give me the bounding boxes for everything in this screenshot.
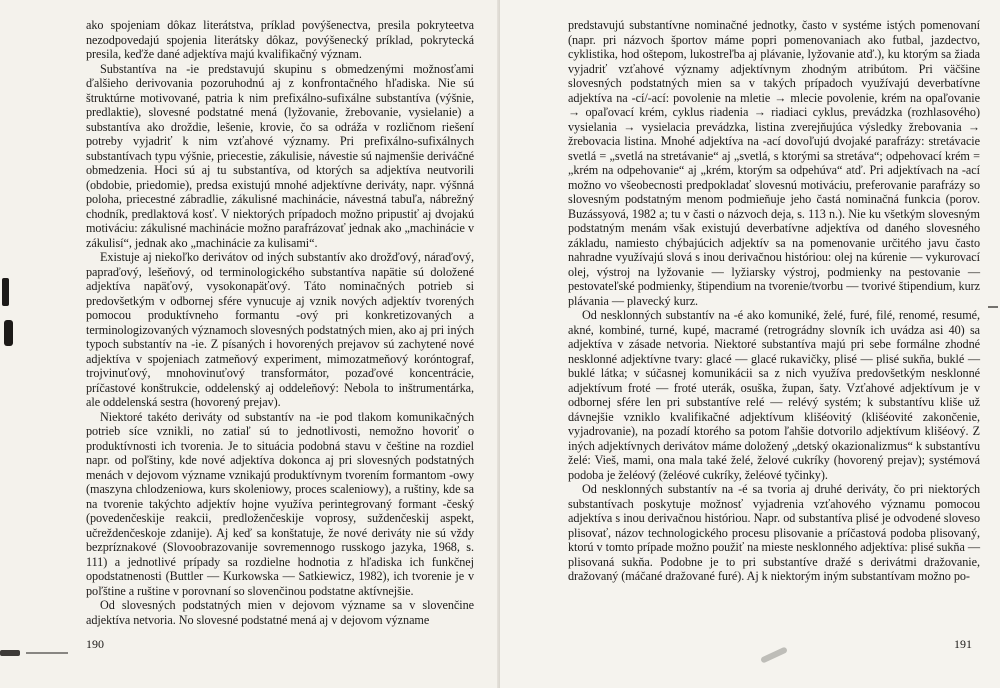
scan-artifact	[988, 306, 998, 308]
scan-artifact	[4, 320, 13, 346]
scan-artifact	[0, 650, 20, 656]
scan-artifact	[2, 278, 9, 306]
right-page-text	[568, 18, 980, 584]
paragraph: predstavujú substantívne nominačné jednotky, často v systéme istých pomenovaní (napr. pri názvoch športov máme popri pomenovaniach ako futbal, jazdectvo, cyklistika, hod oštepom, lukostreľba aj plávanie, lyžovanie atď.), ku ktorým sa žiada vyjadriť vzťahové významy adjektívnym zhodným atribútom. Pri väčšine slovesných podstatných mien sa v takých prípadoch využívajú deverbatívne adjektíva na -cí/-ací: povolenie na mletie → mlecie povolenie, krém na opaľovanie → opaľovací krém, cyklus riadenia → riadiaci cyklus, prevádzka (rozhlasového) vysielania → vysielacia prevádzka, listina zverejňujúca výsledky žrebovania → žrebovacia listina. Mnohé adjektíva na -ací dovoľujú dvojaké parafrázy: stretávacie svetlá = „svetlá na stretávanie“ aj „svetlá, s ktorými sa stretáva“; odpehovací krém = „krém na odpehovanie“ aj „krém, ktorým sa odpehúva“ atď. Pri adjektívach na -ací možno vo všeobecnosti predpokladať slovesnú motiváciu, preferovanie parafrázy so slovesným podstatným menom podmieňuje jeho častá nominačná funkcia (porov. Buzássyová, 1982 a; tu v časti o názvoch deja, s. 113 n.). Nie ku všetkým slovesným podstatným menám však existujú deverbatívne adjektíva od daného slovesného základu, namiesto chýbajúcich adjektív sa na pomenovanie určitého javu často nahradne využívajú slová s inou derivačnou históriou: olej na kúrenie — vykurovací olej, výstroj na lyžovanie — lyžiarsky výstroj, podmienky na pestovanie — pestovateľské podmienky, štipendium na tvorenie/tvorbu — tvorivé štipendium, kurz plávania — plavecký kurz.	[568, 18, 980, 308]
page-number: 190	[86, 637, 104, 651]
paragraph: ako spojeniam dôkaz literátstva, príklad povýšenectva, presila pokryteetva nezodpovedajú spojenia literátsky dôkaz, povýšenecký príklad, pokrytecká presila, keďže dané adjektíva majú kvalifikačný význam.	[86, 18, 474, 61]
paragraph: Existuje aj niekoľko derivátov od iných substantív ako drožďový, náraďový, papraďový, lešeňový, od terminologického substantíva napätie sú doložené adjektíva napäťový, vysokonapäťový. Táto nominačných potrieb si predovšetkým v odbornej sfére vynucuje aj vznik nových adjektív tvorených pomocou produktívneho formantu -ový pri konkretizovaných a terminologizovaných významoch slovesných podstatných mien, ako aj pri iných typoch substantív na -ie. Z písaných i hovorených prejavov sú zachytené nové adjektíva v spojeniach zatmeňový experiment, mimozatmeňový koróntograf, trojvinuťový, mnohovinuťový transformátor, pozaďové koncentrácie, príčastové konštrukcie, oddelenský aj oddeleňový: Nebola to inštrumentárka, ale oddelenská sestra (hovorený prejav).	[86, 250, 474, 409]
paragraph: Od slovesných podstatných mien v dejovom význame sa v slovenčine adjektíva netvoria. No slovesné podstatné mená aj v dejovom význame	[86, 598, 474, 627]
paragraph: Substantíva na -ie predstavujú skupinu s obmedzenými možnosťami ďalšieho derivovania pozoruhodnú aj z konfrontačného hľadiska. Nie sú štruktúrne motivované, patria k nim prefixálno-sufixálne substantíva (výšnie, predlaktie), slovesné podstatné mená (lyžovanie, žrebovanie, vysielanie) a substantíva ako droždie, lešenie, krovie, čo sa odráža v rozličnom riešení potreby vyjadriť k nim vzťahové významy. Pri prefixálno-sufixálnych substantívach typu výšnie, priecestie, zákulisie, návestie sú najmenšie deriváčné obmedzenia. Hoci sú aj tu substantíva, od ktorých sa adjektíva neutvorili (obdobie, priedomie), predsa existujú mnohé adjektívne deriváty, napr. výšnná poloha, priecestné zábradlie, zákulisné machinácie, návestná tabuľa, nábrežný chodník, predlaktová kosť. V niektorých prípadoch možno pripustiť aj dvojakú motiváciu: zákulisné machinácie možno parafrázovať jednak ako „machinácie v zákulisí“, jednak ako „machinácie za kulisami“.	[86, 61, 474, 250]
right-page	[500, 0, 1000, 688]
scan-artifact	[26, 652, 68, 654]
paragraph: Od nesklonných substantív na -é sa tvoria aj druhé deriváty, čo pri niektorých substantívach poskytuje možnosť vyjadrenia vzťahového významu pomocou adjektíva s inou derivačnou históriou. Napr. od substantíva plisé je odvodené sloveso plisovať, názov technologického procesu plisovanie a príčastová podoba plisovaný, ktorú v tomto prípade možno použiť na mieste nesklonného adjektíva: plisé sukňa — plisovaná sukňa. Podobne je to pri substantíve dražé s derivátmi dražovanie, dražovaný (máčané dražované furé). Aj k niektorým iným substantívam možno po-	[568, 482, 980, 583]
paragraph: Niektoré takéto deriváty od substantív na -ie pod tlakom komunikačných potrieb síce vznikli, no zatiaľ sú to jednotlivosti, nemožno hovoriť o produktívnosti ich tvorenia. Je to situácia podobná stavu v češtine na rozdiel napr. od poľštiny, kde nové adjektíva dokonca aj pri slovesných podstatných menách v dejovom význame vznikajú produktívnym tvorením formantom -owy (maszyna chlodzeniowa, kurs skoleniowy, proces scaleniowy), a ruštiny, kde sa na tvorenie takýchto adjektív hojne využíva perintegrovaný formant -český (povedenčeskije reakcii, predloženčeskije voprosy, suždenčeskij aspekt, učreždenčeskoje zdanije). Aj keď sa konštatuje, že nové deriváty nie sú vždy bezpríznakové (Slovoobrazovanije sovremennogo russkogo jazyka, 1968, s. 111) a jednotlivé prípady sa rozdielne hodnotia z hľadiska ich funkčnej opodstatnenosti (Buttler — Kurkowska — Satkiewicz, 1982), ich tvorenie je v poľštine a ruštine v porovnaní so slovenčinou podstatne aktívnejšie.	[86, 409, 474, 598]
paragraph: Od nesklonných substantív na -é ako komuniké, želé, furé, filé, renomé, resumé, akné, kombiné, turné, kupé, macramé (retrográdny slovník ich uvádza asi 40) sa adjektíva v zásade netvoria. Niektoré substantíva majú pri sebe formálne zhodné nesklonné adjektívne tvary: glacé — glacé rukavičky, plisé — plisé sukňa, buklé — buklé látka; v súčasnej komunikácii sa z nich využíva predovšetkým nesklonné adjektívum froté — froté uterák, osuška, župan, šaty. Vzťahové adjektívum je v odbornej sfére len pri substantíve relé — relévý systém; k substantívu kliše už dávnejšie vzniklo kvalifikačné adjektívum klišéovitý (klišéovité zakončenie, vyjadrovanie), na pozadí ktorého sa potom ľahšie dotvorilo adjektívum klišéový. Z iných adjektívnych derivátov máme doložený „detský okazionalizmus“ k substantívu želé: Vieš, mami, ona mala také želé, želové cukríky (hovorený prejav); systémová podoba je želéový (želéové cukríky, želéové tyčinky).	[568, 308, 980, 482]
left-page-text	[86, 18, 474, 627]
page-number: 191	[954, 637, 972, 651]
